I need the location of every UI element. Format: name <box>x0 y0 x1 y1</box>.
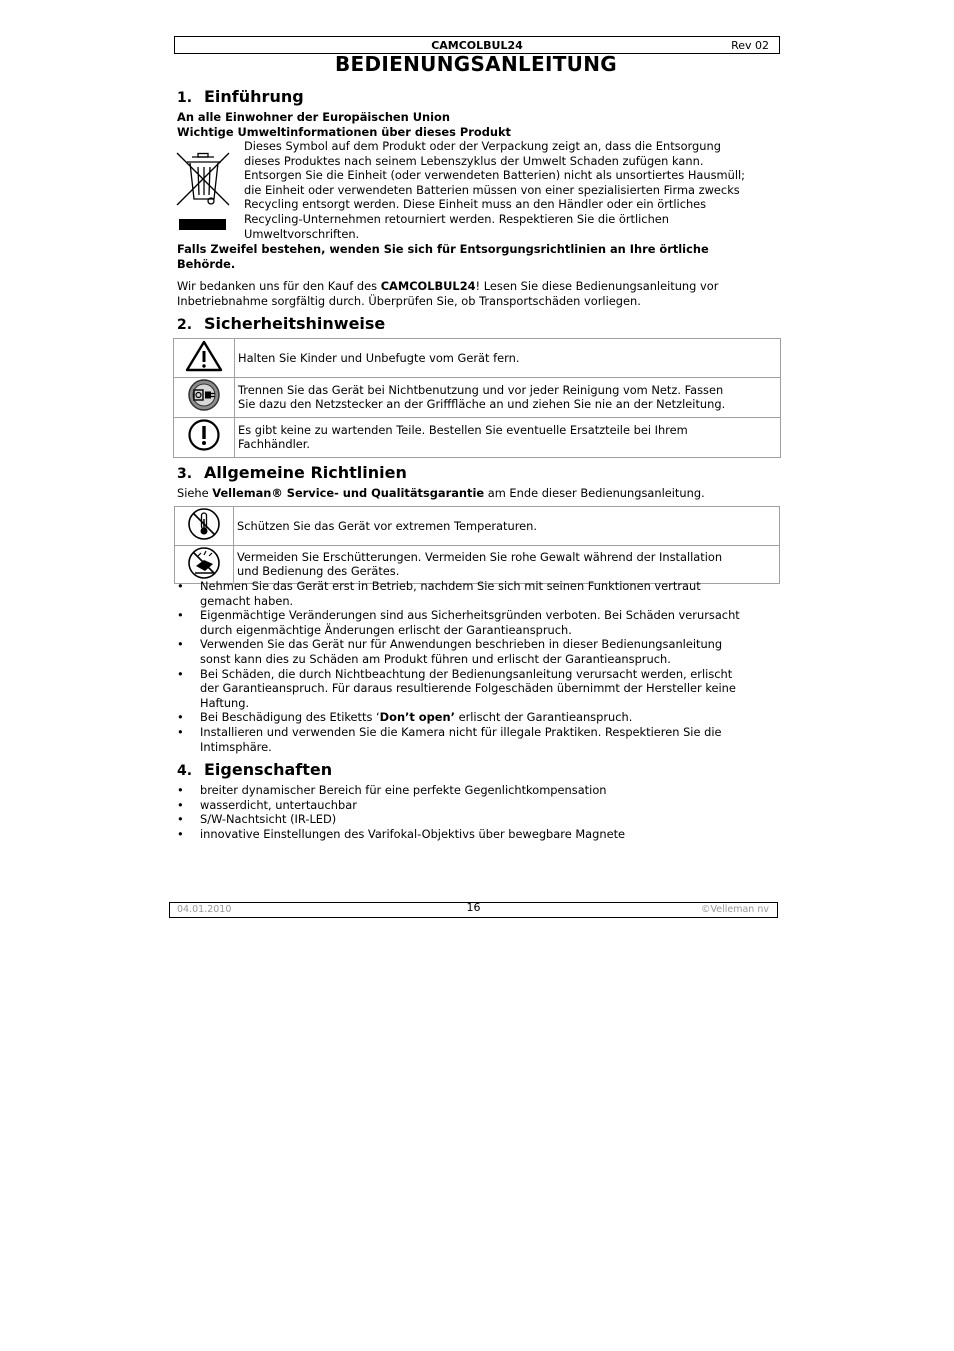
env-line: Recycling entsorgt werden. Diese Einheit muss an den Händler oder ein örtliches <box>244 197 707 212</box>
safety-table <box>173 338 781 458</box>
guideline-icon-cell <box>175 545 234 584</box>
safety-line: Fachhändler. <box>238 437 311 452</box>
footer-copyright: ©Velleman nv <box>701 904 769 915</box>
env-line: Entsorgen Sie die Einheit (oder verwendeten Batterien) nicht als unsortiertes Hausmüll; <box>244 168 746 183</box>
doubt-line: Falls Zweifel bestehen, wenden Sie sich für Entsorgungsrichtlinien an Ihre örtliche <box>177 242 709 256</box>
list-line: gemacht haben. <box>200 593 294 608</box>
section-heading-general <box>177 463 407 482</box>
guideline-line: und Bedienung des Gerätes. <box>237 564 400 579</box>
feature-item: • S/W-Nachtsicht (IR-LED) <box>177 812 780 827</box>
label-name: Don’t open’ <box>379 710 455 725</box>
section-number: 2. <box>177 317 193 333</box>
thanks-text: Wir bedanken uns für den Kauf des <box>177 279 381 293</box>
feature-item: • innovative Einstellungen des Varifokal-Objektivs über bewegbare Magnete <box>177 827 780 842</box>
safety-text-cell <box>235 339 781 378</box>
list-line: • Installieren und verwenden Sie die Kamera nicht für illegale Praktiken. Respektieren Sie die <box>200 724 722 739</box>
section-number: 4. <box>177 763 193 779</box>
guideline-text-cell <box>234 545 780 584</box>
list-line: sonst kann dies zu Schäden am Produkt führen und erlischt der Garantieanspruch. <box>200 651 671 666</box>
section-title: Eigenschaften <box>204 760 333 779</box>
guarantee-reference <box>177 486 705 501</box>
list-item <box>177 725 780 754</box>
safety-row <box>174 339 781 378</box>
list-line: Intimsphäre. <box>200 739 272 754</box>
safety-line: Halten Sie Kinder und Unbefugte vom Gerät fern. <box>238 350 520 365</box>
guarantee-text: am Ende dieser Bedienungsanleitung. <box>484 486 705 500</box>
unplug-icon <box>187 378 221 412</box>
env-info-paragraph <box>244 139 780 241</box>
thanks-text: ! Lesen Sie diese Bedienungsanleitung vor <box>475 279 719 293</box>
thanks-paragraph <box>177 279 777 308</box>
section-heading-features <box>177 760 332 779</box>
intro-subtitle-env: Wichtige Umweltinformationen über dieses Produkt <box>177 125 511 139</box>
list-line: • Eigenmächtige Veränderungen sind aus Sicherheitsgründen verboten. Bei Schäden verursacht <box>200 608 740 623</box>
safety-text-cell <box>235 417 781 457</box>
list-text: erlischt der Garantieanspruch. <box>454 710 633 725</box>
env-line: die Einheit oder verwendeten Batterien müssen von einer spezialisierten Firma zwecks <box>244 182 740 197</box>
exclamation-circle-icon <box>187 418 221 452</box>
guidelines-table <box>174 506 780 584</box>
section-heading-safety <box>177 314 385 333</box>
list-item <box>177 667 780 711</box>
feature-item: • wasserdicht, untertauchbar <box>177 798 780 813</box>
guideline-line: Vermeiden Sie Erschütterungen. Vermeiden Sie rohe Gewalt während der Installation <box>237 549 723 564</box>
list-item <box>177 710 780 725</box>
feature-item: • breiter dynamischer Bereich für eine perfekte Gegenlichtkompensation <box>177 783 780 798</box>
page-footer <box>169 902 778 918</box>
section-title: Allgemeine Richtlinien <box>204 463 407 482</box>
section-title: Sicherheitshinweise <box>204 314 386 333</box>
no-extreme-temperature-icon <box>187 507 221 541</box>
safety-icon-cell <box>174 417 235 457</box>
thanks-line: Inbetriebnahme sorgfältig durch. Überprüfen Sie, ob Transportschäden vorliegen. <box>177 293 641 308</box>
guidelines-bullet-list <box>177 579 780 754</box>
list-text: Bei Beschädigung des Etiketts ‘ <box>200 710 380 725</box>
list-item <box>177 608 780 637</box>
no-shock-icon <box>187 546 221 580</box>
footer-date: 04.01.2010 <box>177 904 232 915</box>
header-revision: Rev 02 <box>731 39 769 52</box>
safety-row <box>174 377 781 417</box>
weee-bin-icon <box>176 151 232 233</box>
guarantee-text: Siehe <box>177 486 213 500</box>
env-line: dieses Produktes nach seinem Lebenszyklus der Umwelt Schaden zufügen kann. <box>244 153 704 168</box>
page-number: 16 <box>466 901 481 914</box>
guarantee-link-text: Velleman® Service- und Qualitätsgarantie <box>212 486 485 500</box>
safety-line: Es gibt keine zu wartenden Teile. Bestellen Sie eventuelle Ersatzteile bei Ihrem <box>238 422 688 437</box>
guideline-row <box>175 545 780 584</box>
guideline-text-cell <box>234 507 780 546</box>
list-item <box>177 637 780 666</box>
env-line: Umweltvorschriften. <box>244 226 360 241</box>
env-line: Recycling-Unternehmen retourniert werden. Respektieren Sie die örtlichen <box>244 211 670 226</box>
doubt-notice <box>177 242 777 271</box>
list-line: Haftung. <box>200 695 250 710</box>
list-line: • Verwenden Sie das Gerät nur für Anwendungen beschrieben in dieser Bedienungsanleitung <box>200 637 723 652</box>
warning-triangle-icon <box>184 339 224 373</box>
list-line: durch eigenmächtige Änderungen erlischt der Garantieanspruch. <box>200 622 572 637</box>
safety-icon-cell <box>174 377 235 417</box>
safety-icon-cell <box>174 339 235 378</box>
list-line: der Garantieanspruch. Für daraus resultierende Folgeschäden übernimmt der Hersteller keine <box>200 681 736 696</box>
features-list <box>177 783 780 841</box>
section-title: Einführung <box>204 87 304 106</box>
safety-line: Sie dazu den Netzstecker an der Grifffläche an und ziehen Sie nie an der Netzleitung. <box>238 397 726 412</box>
section-heading-intro <box>177 87 304 106</box>
header-model: CAMCOLBUL24 <box>431 39 523 52</box>
document-title: BEDIENUNGSANLEITUNG <box>335 52 617 76</box>
intro-subtitle-eu: An alle Einwohner der Europäischen Union <box>177 110 450 124</box>
env-line: Dieses Symbol auf dem Produkt oder der Verpackung zeigt an, dass die Entsorgung <box>244 139 721 153</box>
section-number: 3. <box>177 466 193 482</box>
section-number: 1. <box>177 90 193 106</box>
list-line: • Bei Schäden, die durch Nichtbeachtung der Bedienungsanleitung verursacht werden, erlischt <box>200 666 733 681</box>
safety-line: Trennen Sie das Gerät bei Nichtbenutzung und vor jeder Reinigung vom Netz. Fassen <box>238 382 724 397</box>
safety-text-cell <box>235 377 781 417</box>
list-line: • Nehmen Sie das Gerät erst in Betrieb, nachdem Sie sich mit seinen Funktionen vertraut <box>200 579 701 593</box>
guideline-row <box>175 507 780 546</box>
doubt-line: Behörde. <box>177 256 236 271</box>
safety-row <box>174 417 781 457</box>
thanks-model: CAMCOLBUL24 <box>380 279 476 293</box>
guideline-icon-cell <box>175 507 234 546</box>
guideline-line: Schützen Sie das Gerät vor extremen Temperaturen. <box>237 518 538 533</box>
list-item <box>177 579 780 608</box>
